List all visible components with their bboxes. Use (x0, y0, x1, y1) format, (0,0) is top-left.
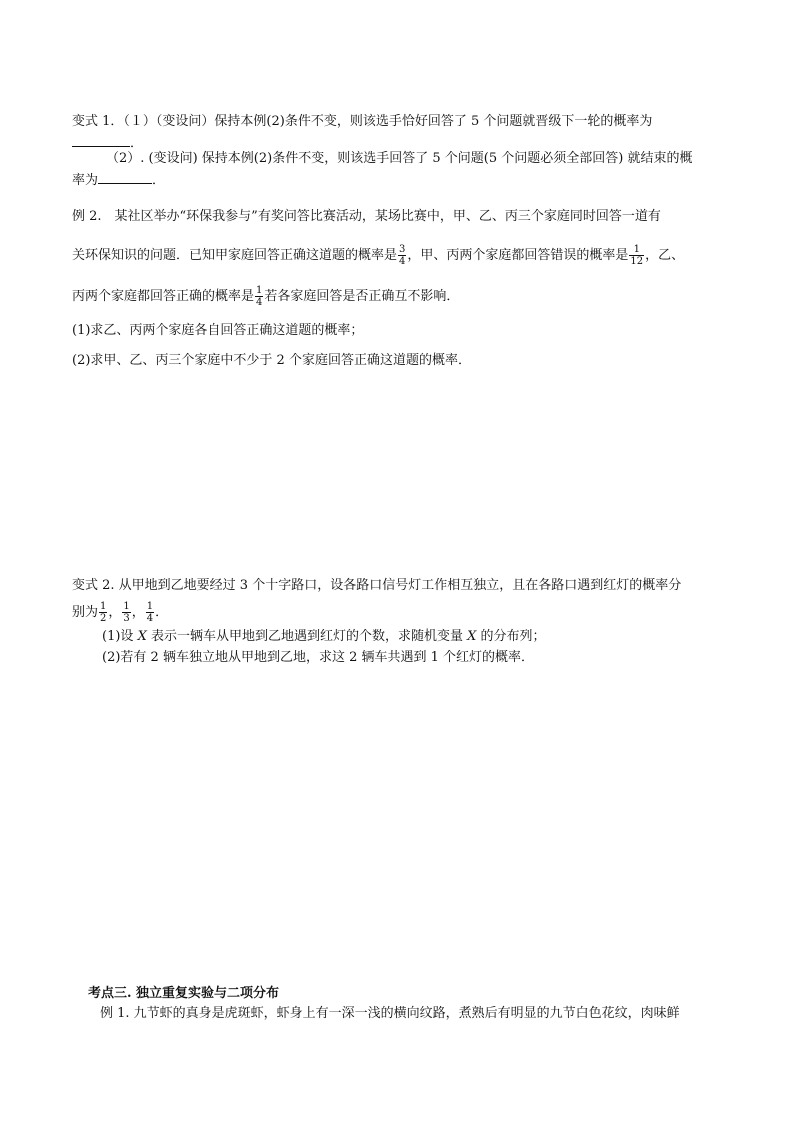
example2-line2 (72, 244, 684, 267)
example2-line3-b: 若各家庭回答是否正确互不影响． (264, 289, 460, 304)
variant2-q1-b: 表示一辆车从甲地到乙地遇到红灯的个数，求随机变量 (146, 629, 468, 644)
example2-line2-b: ，甲、丙两个家庭都回答错误的概率是 (407, 248, 629, 263)
variable-x: X (137, 629, 147, 644)
separator: ， (131, 605, 145, 620)
fraction: $\frac{1}{4}$ (146, 601, 154, 624)
variant2-question2 (102, 648, 534, 668)
variant2-line1 (72, 576, 681, 596)
example2-question2 (72, 351, 471, 371)
variant2-line2 (72, 601, 168, 624)
answer-blank[interactable] (72, 132, 130, 147)
example2-line1-text: 例 2. 某社区举办“环保我参与”有奖问答比赛活动，某场比赛中，甲、乙、丙三个家庭同时回答一道有 (72, 209, 661, 224)
example2-question1 (72, 321, 363, 341)
example2-question2-text: (2)求甲、乙、丙三个家庭中不少于 2 个家庭回答正确这道题的概率． (72, 353, 471, 368)
variant2-question2-text: (2)若有 2 辆车独立地从甲地到乙地，求这 2 辆车共遇到 1 个红灯的概率． (102, 650, 535, 665)
variant1-line3-prefix: 率为 (72, 173, 99, 188)
variant2-line2-end: ． (155, 605, 169, 620)
section3-example1-text: 例 1. 九节虾的真身是虎斑虾，虾身上有一深一浅的横向纹路，煮熟后有明显的九节白色花纹，肉味鲜 (100, 1006, 680, 1021)
variant1-line2-text: （2）. (变设问) 保持本例(2)条件不变，则该选手回答了 5 个问题(5 个问题必须全部回答) 就结束的概 (106, 151, 693, 166)
variant2-question1 (102, 627, 546, 647)
variant2-line2-prefix: 别为 (72, 605, 99, 620)
variant2-q1-a: (1)设 (102, 629, 138, 644)
variant2-line1-text: 变式 2. 从甲地到乙地要经过 3 个十字路口，设各路口信号灯工作相互独立，且在各路口遇到红灯的概率分 (72, 578, 682, 593)
fraction: $\frac{1}{2}$ (100, 601, 107, 624)
example2-line2-a: 关环保知识的问题．已知甲家庭回答正确这道题的概率是 (72, 248, 398, 263)
variant1-line1-end: ． (130, 136, 144, 151)
variant2-q1-c: 的分布列； (476, 629, 546, 644)
section3-heading-text: 考点三. 独立重复实验与二项分布 (88, 986, 280, 1001)
separator: ， (108, 605, 122, 620)
variable-x: X (467, 629, 477, 644)
example2-line2-c: ，乙、 (645, 248, 685, 263)
fraction: $\frac{1}{4}$ (256, 285, 263, 308)
example2-line3-a: 丙两个家庭都回答正确的概率是 (72, 289, 255, 304)
fraction: $\frac{1}{3}$ (123, 601, 130, 624)
example2-line1 (72, 207, 661, 227)
example2-question1-text: (1)求乙、丙两个家庭各自回答正确这道题的概率； (72, 323, 364, 338)
variant1-line1-text: 变式 1．（１）（变设问）保持本例(2)条件不变，则该选手恰好回答了 5 个问题就晋级下一轮的概率为 (72, 114, 653, 129)
example2-line3 (72, 285, 459, 308)
fraction: $\frac{1}{12}$ (630, 244, 644, 267)
fraction: $\frac{3}{4}$ (399, 244, 406, 267)
answer-blank[interactable] (98, 169, 152, 184)
variant1-line3-end: ． (152, 173, 166, 188)
variant1-line1 (72, 112, 652, 132)
section3-heading (88, 984, 279, 1004)
variant1-line3 (72, 169, 165, 191)
variant1-line2 (106, 149, 692, 169)
section3-example1 (100, 1004, 680, 1024)
